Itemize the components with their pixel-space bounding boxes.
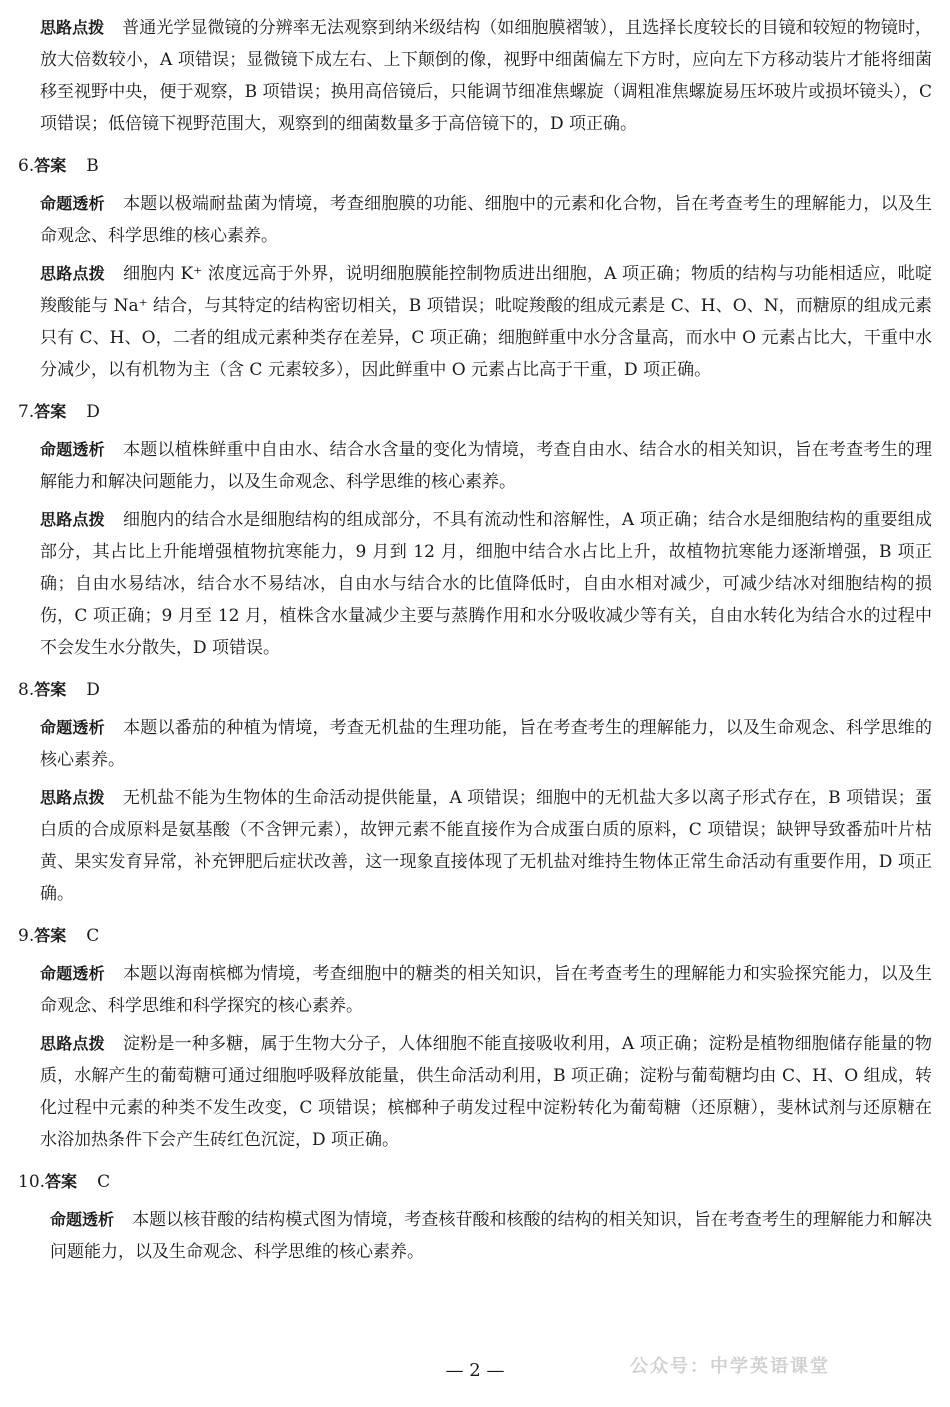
- q9-intent: [18, 958, 932, 1022]
- q6-header: 6.答案 B: [18, 156, 99, 176]
- q9-header: 9.答案 C: [18, 926, 100, 946]
- intent-label: 命题透析: [50, 1210, 115, 1229]
- intent-label: 命题透析: [40, 194, 105, 213]
- intent-label: 命题透析: [40, 718, 105, 737]
- answer-label: 答案: [34, 680, 67, 699]
- q8-analysis: [18, 782, 932, 910]
- q8-intent-text: 本题以番茄的种植为情境，考查无机盐的生理功能，旨在考查考生的理解能力，以及生命观念、科学思维的核心素养。: [40, 718, 932, 770]
- q9-analysis-text: 淀粉是一种多糖，属于生物大分子，人体细胞不能直接吸收利用，A 项正确；淀粉是植物细胞储存能量的物质，水解产生的葡萄糖可通过细胞呼吸释放能量，供生命活动利用，B 项正确；淀粉与葡萄糖均由 C、H、O 组成，转化过程中元素的种类不发生改变，C 项错误；槟榔种子萌发过程中淀粉转化为葡萄糖（还原糖），斐林试剂与还原糖在水浴加热条件下会产生砖红色沉淀，D 项正确。: [40, 1034, 932, 1150]
- answer-label: 答案: [34, 926, 67, 945]
- q6-answer: B: [86, 156, 99, 176]
- q10-intent-text: 本题以核苷酸的结构模式图为情境，考查核苷酸和核酸的结构的相关知识，旨在考查考生的理解能力和解决问题能力，以及生命观念、科学思维的核心素养。: [50, 1210, 932, 1262]
- q10-header: 10.答案 C: [18, 1172, 111, 1192]
- q7-analysis: [18, 504, 932, 664]
- q7-answer: D: [86, 402, 100, 422]
- page-number: — 2 —: [445, 1360, 505, 1381]
- analysis-label: 思路点拨: [40, 788, 105, 807]
- q8-header: 8.答案 D: [18, 680, 100, 700]
- q6-analysis-text: 细胞内 K⁺ 浓度远高于外界，说明细胞膜能控制物质进出细胞，A 项正确；物质的结构与功能相适应，吡啶羧酸能与 Na⁺ 结合，与其特定的结构密切相关，B 项错误；吡啶羧酸的组成元素是 C、H、O、N，而糖原的组成元素只有 C、H、O，二者的组成元素种类存在差异，C 项正确；细胞鲜重中水分含量高，而水中 O 元素占比大，干重中水分减少，以有机物为主（含 C 元素较多），因此鲜重中 O 元素占比高于干重，D 项正确。: [40, 264, 932, 380]
- answer-label: 答案: [34, 402, 67, 421]
- q6-intent-text: 本题以极端耐盐菌为情境，考查细胞膜的功能、细胞中的元素和化合物，旨在考查考生的理解能力，以及生命观念、科学思维的核心素养。: [40, 194, 932, 246]
- q7-header: 7.答案 D: [18, 402, 100, 422]
- q9-analysis: [18, 1028, 932, 1156]
- answer-label: 答案: [45, 1172, 78, 1191]
- watermark: 公众号：中学英语课堂: [630, 1356, 830, 1377]
- q10-answer: C: [97, 1172, 111, 1192]
- analysis-label: 思路点拨: [40, 264, 105, 283]
- analysis-label: 思路点拨: [40, 18, 105, 37]
- q6-analysis: [18, 258, 932, 386]
- q6-intent: [18, 188, 932, 252]
- q9-answer: C: [86, 926, 100, 946]
- answer-label: 答案: [34, 156, 67, 175]
- analysis-label: 思路点拨: [40, 1034, 105, 1053]
- q7-intent: [18, 434, 932, 498]
- intent-label: 命题透析: [40, 964, 105, 983]
- q5-analysis: [18, 12, 932, 140]
- q8-analysis-text: 无机盐不能为生物体的生命活动提供能量，A 项错误；细胞中的无机盐大多以离子形式存在，B 项错误；蛋白质的合成原料是氨基酸（不含钾元素），故钾元素不能直接作为合成蛋白质的原料，C 项错误；缺钾导致番茄叶片枯黄、果实发育异常，补充钾肥后症状改善，这一现象直接体现了无机盐对维持生物体正常生命活动有重要作用，D 项正确。: [40, 788, 932, 904]
- q8-intent: [18, 712, 932, 776]
- q8-answer: D: [86, 680, 100, 700]
- q10-intent: [18, 1204, 932, 1268]
- intent-label: 命题透析: [40, 440, 105, 459]
- q9-intent-text: 本题以海南槟榔为情境，考查细胞中的糖类的相关知识，旨在考查考生的理解能力和实验探究能力，以及生命观念、科学思维和科学探究的核心素养。: [40, 964, 932, 1016]
- q7-intent-text: 本题以植株鲜重中自由水、结合水含量的变化为情境，考查自由水、结合水的相关知识，旨在考查考生的理解能力和解决问题能力，以及生命观念、科学思维的核心素养。: [40, 440, 932, 492]
- q5-analysis-text: 普通光学显微镜的分辨率无法观察到纳米级结构（如细胞膜褶皱），且选择长度较长的目镜和较短的物镜时，放大倍数较小，A 项错误；显微镜下成左右、上下颠倒的像，视野中细菌偏左下方时，应向左下方移动装片才能将细菌移至视野中央，便于观察，B 项错误；换用高倍镜后，只能调节细准焦螺旋（调粗准焦螺旋易压坏玻片或损坏镜头），C 项错误；低倍镜下视野范围大，观察到的细菌数量多于高倍镜下的，D 项正确。: [40, 18, 932, 134]
- analysis-label: 思路点拨: [40, 510, 105, 529]
- q7-analysis-text: 细胞内的结合水是细胞结构的组成部分，不具有流动性和溶解性，A 项正确；结合水是细胞结构的重要组成部分，其占比上升能增强植物抗寒能力，9 月到 12 月，细胞中结合水占比上升，故植物抗寒能力逐渐增强，B 项正确；自由水易结冰，结合水不易结冰，自由水与结合水的比值降低时，自由水相对减少，可减少结冰对细胞结构的损伤，C 项正确；9 月至 12 月，植株含水量减少主要与蒸腾作用和水分吸收减少等有关，自由水转化为结合水的过程中不会发生水分散失，D 项错误。: [40, 510, 932, 658]
